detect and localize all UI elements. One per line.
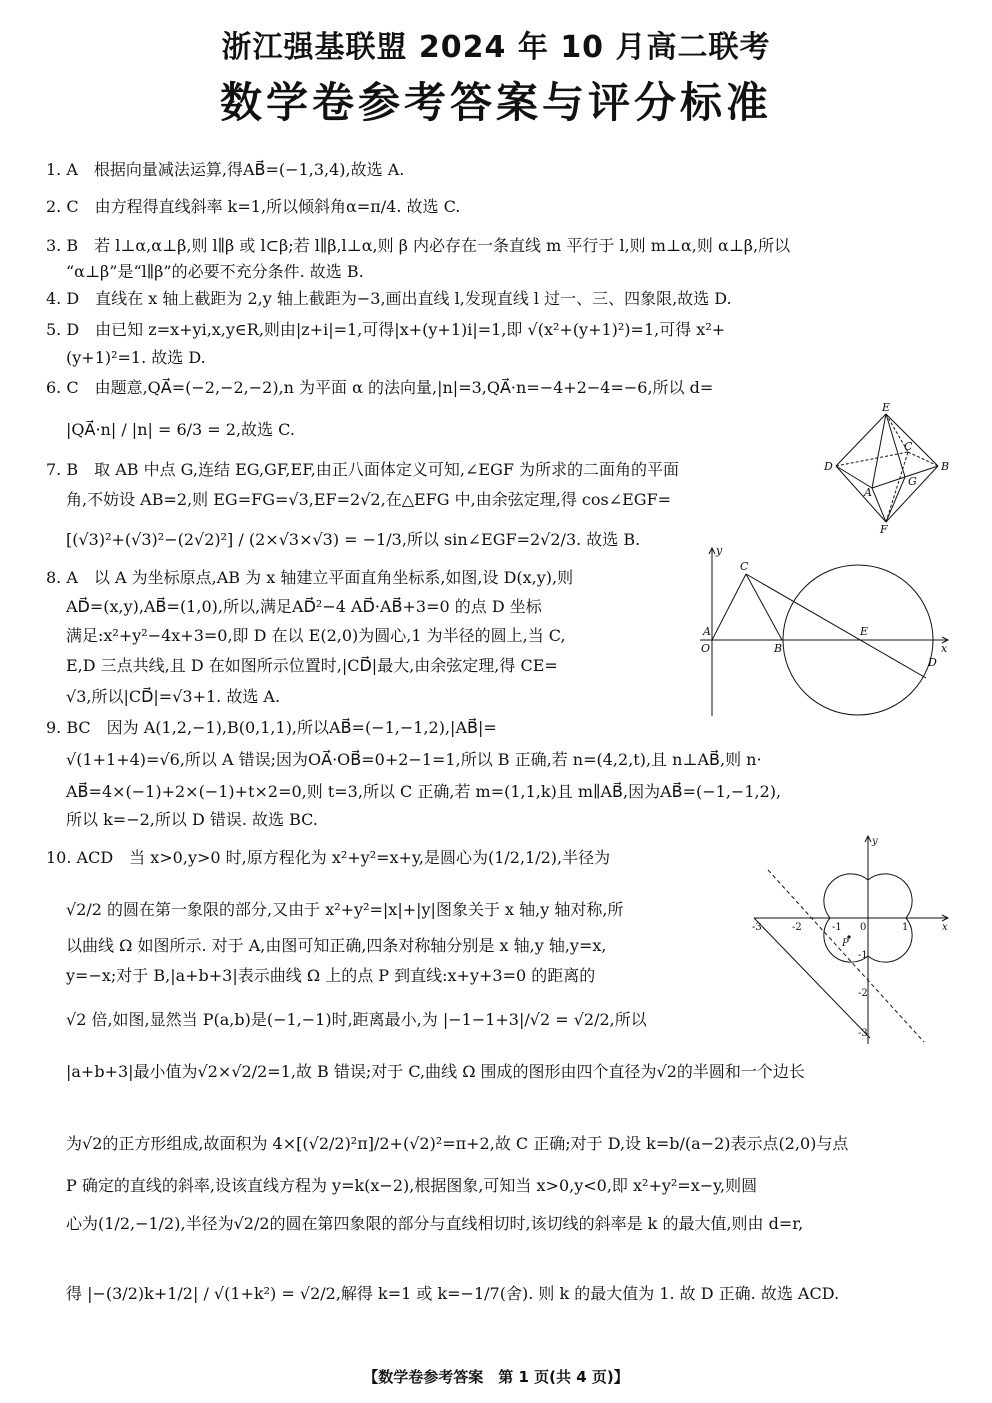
label-p: P xyxy=(842,938,849,949)
answer-line: “α⊥β”是“l∥β”的必要不充分条件. 故选 B. xyxy=(66,262,364,281)
tick-y-neg2: -2 xyxy=(858,988,868,999)
answer-line: 7. B 取 AB 中点 G,连结 EG,GF,EF,由正八面体定义可知,∠EGF 为所求的二面角的平面 xyxy=(46,460,680,479)
answer-line: 得 |−(3/2)k+1/2| / √(1+k²) = √2/2,解得 k=1 或 k=−1/7(舍). 则 k 的最大值为 1. 故 D 正确. 故选 ACD. xyxy=(66,1284,840,1303)
answer-line: P 确定的直线的斜率,设该直线方程为 y=k(x−2),根据图象,可知当 x>0,y<0,即 x²+y²=x−y,则圆 xyxy=(66,1176,758,1195)
label-e: E xyxy=(860,625,869,638)
answer-line: E,D 三点共线,且 D 在如图所示位置时,|CD⃗|最大,由余弦定理,得 CE= xyxy=(66,656,558,675)
answer-line: 8. A 以 A 为坐标原点,AB 为 x 轴建立平面直角坐标系,如图,设 D(x,y),则 xyxy=(46,568,574,587)
tick-y-neg3: -3 xyxy=(858,1028,868,1039)
answer-line: √3,所以|CD⃗|=√3+1. 故选 A. xyxy=(66,687,281,706)
page-title: 浙江强基联盟 2024 年 10 月高二联考 xyxy=(221,30,771,65)
label-c: C xyxy=(740,560,749,573)
answer-line: 9. BC 因为 A(1,2,−1),B(0,1,1),所以AB⃗=(−1,−1,2),|AB⃗|= xyxy=(46,718,497,737)
label-o: O xyxy=(701,642,711,655)
answer-line: [(√3)²+(√3)²−(2√2)²] / (2×√3×√3) = −1/3,所以 sin∠EGF=2√2/3. 故选 B. xyxy=(66,530,641,549)
label-a: A xyxy=(864,486,872,499)
answer-line: (y+1)²=1. 故选 D. xyxy=(66,348,206,367)
label-y: y xyxy=(872,836,878,847)
answer-line: 所以 k=−2,所以 D 错误. 故选 BC. xyxy=(66,810,318,829)
tick-origin: 0 xyxy=(860,922,867,933)
answer-line: √(1+1+4)=√6,所以 A 错误;因为OA⃗·OB⃗=0+2−1=1,所以 B 正确,若 n=(4,2,t),且 n⊥AB⃗,则 n· xyxy=(66,750,762,769)
tick-x-neg1: -1 xyxy=(832,922,842,933)
answer-line: √2 倍,如图,显然当 P(a,b)是(−1,−1)时,距离最小,为 |−1−1+3|/√2 = √2/2,所以 xyxy=(66,1010,647,1029)
circle-plot-figure xyxy=(698,540,958,720)
curve-omega-figure xyxy=(750,832,960,1047)
octahedron-figure xyxy=(820,400,952,535)
label-y: y xyxy=(716,544,723,557)
label-a: A xyxy=(703,625,711,638)
label-x: x xyxy=(942,922,948,933)
answer-line: 6. C 由题意,QA⃗=(−2,−2,−2),n 为平面 α 的法向量,|n|=3,QA⃗·n=−4+2−4=−6,所以 d= xyxy=(46,378,714,397)
answer-line: 为√2的正方形组成,故面积为 4×[(√2/2)²π]/2+(√2)²=π+2,故 C 正确;对于 D,设 k=b/(a−2)表示点(2,0)与点 xyxy=(66,1134,849,1153)
answer-line: AD⃗=(x,y),AB⃗=(1,0),所以,满足AD⃗²−4 AD⃗·AB⃗+3=0 的点 D 坐标 xyxy=(66,597,542,616)
label-f: F xyxy=(880,523,888,535)
answer-line: AB⃗=4×(−1)+2×(−1)+t×2=0,则 t=3,所以 C 正确,若 m=(1,1,k)且 m∥AB⃗,因为AB⃗=(−1,−1,2), xyxy=(66,782,782,801)
answer-line: |a+b+3|最小值为√2×√2/2=1,故 B 错误;对于 C,曲线 Ω 围成的图形由四个直径为√2的半圆和一个边长 xyxy=(66,1062,805,1081)
answer-line: 10. ACD 当 x>0,y>0 时,原方程化为 x²+y²=x+y,是圆心为(1/2,1/2),半径为 xyxy=(46,848,611,867)
tick-x-neg2: -2 xyxy=(792,922,802,933)
page-subtitle: 数学卷参考答案与评分标准 xyxy=(219,78,772,127)
answer-line: 角,不妨设 AB=2,则 EG=FG=√3,EF=2√2,在△EFG 中,由余弦定理,得 cos∠EGF= xyxy=(66,490,672,509)
answer-line: 5. D 由已知 z=x+yi,x,y∈R,则由|z+i|=1,可得|x+(y+1)i|=1,即 √(x²+(y+1)²)=1,可得 x²+ xyxy=(46,320,726,339)
answer-line: y=−x;对于 B,|a+b+3|表示曲线 Ω 上的点 P 到直线:x+y+3=0 的距离的 xyxy=(66,966,596,985)
answer-line: √2/2 的圆在第一象限的部分,又由于 x²+y²=|x|+|y|图象关于 x 轴,y 轴对称,所 xyxy=(66,900,624,919)
label-b: B xyxy=(774,642,783,655)
answer-line: 满足:x²+y²−4x+3=0,即 D 在以 E(2,0)为圆心,1 为半径的圆上,当 C, xyxy=(66,626,566,645)
tick-y-neg1: -1 xyxy=(858,950,868,961)
answer-line: 心为(1/2,−1/2),半径为√2/2的圆在第四象限的部分与直线相切时,该切线的斜率是 k 的最大值,则由 d=r, xyxy=(66,1214,804,1233)
label-x: x xyxy=(941,642,948,655)
label-b: B xyxy=(941,460,950,473)
tick-x-1: 1 xyxy=(902,922,909,933)
answer-line: 1. A 根据向量减法运算,得AB⃗=(−1,3,4),故选 A. xyxy=(46,160,405,179)
label-d: D xyxy=(928,656,937,669)
answer-line: |QA⃗·n| / |n| = 6/3 = 2,故选 C. xyxy=(66,420,295,439)
label-g: G xyxy=(908,475,917,488)
label-d: D xyxy=(824,460,833,473)
label-c: C xyxy=(904,440,913,453)
label-e: E xyxy=(882,401,891,414)
answer-line: 4. D 直线在 x 轴上截距为 2,y 轴上截距为−3,画出直线 l,发现直线 l 过一、三、四象限,故选 D. xyxy=(46,289,732,308)
answer-line: 3. B 若 l⊥α,α⊥β,则 l∥β 或 l⊂β;若 l∥β,l⊥α,则 β 内必存在一条直线 m 平行于 l,则 m⊥α,则 α⊥β,所以 xyxy=(46,236,791,255)
tick-x-neg3: -3 xyxy=(752,922,762,933)
page-footer: 【数学卷参考答案 第 1 页(共 4 页)】 xyxy=(363,1368,629,1386)
answer-line: 以曲线 Ω 如图所示. 对于 A,由图可知正确,四条对称轴分别是 x 轴,y 轴,y=x, xyxy=(66,936,607,955)
answer-line: 2. C 由方程得直线斜率 k=1,所以倾斜角α=π/4. 故选 C. xyxy=(46,197,461,216)
